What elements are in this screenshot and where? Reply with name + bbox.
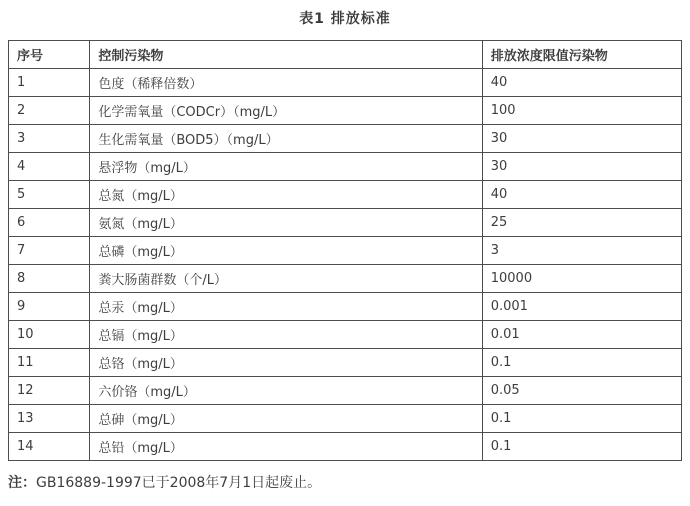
table-row: [9, 181, 682, 209]
limit-cell: 0.1: [482, 433, 681, 461]
row-number-cell: 4: [9, 153, 90, 181]
limit-cell: 25: [482, 209, 681, 237]
limit-cell: 30: [482, 125, 681, 153]
row-number-cell: 12: [9, 377, 90, 405]
table-title: 表1 排放标准: [299, 11, 391, 27]
limit-cell: 0.01: [482, 321, 681, 349]
footnote-text: GB16889-1997已于2008年7月1日起废止。: [36, 475, 322, 491]
row-number-cell: 1: [9, 69, 90, 97]
row-number-cell: 3: [9, 125, 90, 153]
table-row: [9, 293, 682, 321]
row-number-cell: 2: [9, 97, 90, 125]
row-number-cell: 7: [9, 237, 90, 265]
limit-cell: 30: [482, 153, 681, 181]
limit-cell: 100: [482, 97, 681, 125]
pollutant-cell: 总氮（mg/L）: [90, 181, 482, 209]
table-row: [9, 377, 682, 405]
pollutant-cell: 总镉（mg/L）: [90, 321, 482, 349]
table-header-row: [9, 41, 682, 69]
pollutant-cell: 色度（稀释倍数）: [90, 69, 482, 97]
table-row: [9, 321, 682, 349]
pollutant-cell: 生化需氧量（BOD5）（mg/L）: [90, 125, 482, 153]
row-number-cell: 11: [9, 349, 90, 377]
limit-cell: 40: [482, 181, 681, 209]
limit-cell: 0.001: [482, 293, 681, 321]
pollutant-cell: 粪大肠菌群数（个/L）: [90, 265, 482, 293]
emission-standards-table: [8, 40, 682, 461]
pollutant-cell: 悬浮物（mg/L）: [90, 153, 482, 181]
pollutant-cell: 总铬（mg/L）: [90, 349, 482, 377]
limit-cell: 40: [482, 69, 681, 97]
header-emission-limit: 排放浓度限值污染物: [482, 41, 681, 69]
table-row: [9, 237, 682, 265]
limit-cell: 0.1: [482, 349, 681, 377]
limit-cell: 0.1: [482, 405, 681, 433]
row-number-cell: 13: [9, 405, 90, 433]
table-row: [9, 265, 682, 293]
pollutant-cell: 总磷（mg/L）: [90, 237, 482, 265]
header-serial-number: 序号: [9, 41, 90, 69]
pollutant-cell: 总砷（mg/L）: [90, 405, 482, 433]
pollutant-cell: 总铅（mg/L）: [90, 433, 482, 461]
row-number-cell: 10: [9, 321, 90, 349]
row-number-cell: 6: [9, 209, 90, 237]
row-number-cell: 5: [9, 181, 90, 209]
table-row: [9, 209, 682, 237]
table-row: [9, 433, 682, 461]
limit-cell: 3: [482, 237, 681, 265]
table-row: [9, 349, 682, 377]
limit-cell: 10000: [482, 265, 681, 293]
row-number-cell: 14: [9, 433, 90, 461]
row-number-cell: 8: [9, 265, 90, 293]
pollutant-cell: 化学需氧量（CODCr）（mg/L）: [90, 97, 482, 125]
footnote-label: 注：: [8, 475, 36, 491]
pollutant-cell: 氨氮（mg/L）: [90, 209, 482, 237]
row-number-cell: 9: [9, 293, 90, 321]
table-row: [9, 153, 682, 181]
header-pollutant: 控制污染物: [90, 41, 482, 69]
table-row: [9, 125, 682, 153]
pollutant-cell: 总汞（mg/L）: [90, 293, 482, 321]
footnote: [8, 472, 682, 492]
limit-cell: 0.05: [482, 377, 681, 405]
pollutant-cell: 六价铬（mg/L）: [90, 377, 482, 405]
table-row: [9, 405, 682, 433]
table-row: [9, 97, 682, 125]
table-row: [9, 69, 682, 97]
